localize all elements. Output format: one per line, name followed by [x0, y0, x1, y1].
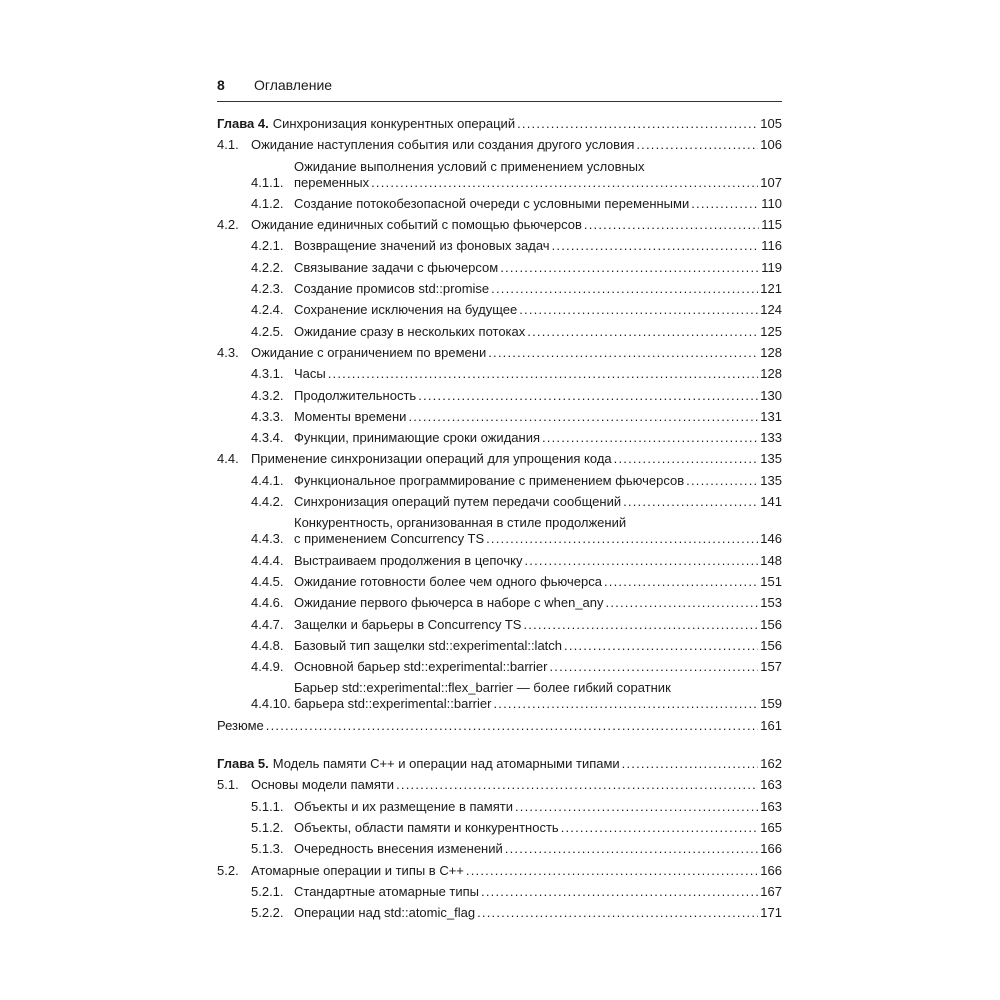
toc-entry — [217, 799, 782, 815]
page-ref: 153 — [760, 595, 782, 611]
toc-entry-body — [251, 777, 782, 793]
section-number: 4.2.3. — [251, 281, 284, 297]
page-ref: 163 — [760, 777, 782, 793]
toc-entry-body — [294, 515, 782, 547]
toc-entry — [217, 905, 782, 921]
toc-entry — [217, 260, 782, 276]
toc-entry-body — [273, 756, 782, 772]
dot-leader — [486, 531, 758, 547]
dot-leader — [561, 820, 759, 836]
section-title: Защелки и барьеры в Concurrency TS — [294, 616, 522, 632]
toc-entry — [217, 324, 782, 340]
dot-leader — [564, 638, 758, 654]
page-ref: 115 — [761, 217, 782, 233]
page-ref: 124 — [760, 302, 782, 318]
section-title: Конкурентность, организованная в стиле продолжений — [294, 515, 627, 531]
toc-entry — [217, 281, 782, 297]
section-number: 5.1.1. — [251, 798, 284, 814]
wrapped-title — [294, 680, 782, 712]
dot-leader — [686, 473, 758, 489]
page-number: 8 — [217, 77, 225, 93]
toc-entry-body — [294, 884, 782, 900]
page-ref: 141 — [760, 494, 782, 510]
section-number: 4.3.2. — [251, 387, 284, 403]
page-ref: 166 — [760, 862, 782, 878]
section-number: 4.4.3. — [251, 531, 284, 547]
toc-entry — [217, 238, 782, 254]
toc-entry — [217, 574, 782, 590]
dot-leader — [491, 281, 758, 297]
dot-leader — [552, 238, 760, 254]
toc-entry — [217, 863, 782, 879]
toc-entry-body — [294, 905, 782, 921]
toc-entry — [217, 451, 782, 467]
section-number: 4.1. — [217, 137, 239, 153]
toc-entry — [217, 196, 782, 212]
dot-leader — [549, 659, 758, 675]
table-of-contents — [217, 116, 782, 926]
section-title: Моменты времени — [294, 408, 407, 424]
page-ref: 110 — [761, 195, 782, 211]
toc-entry-body — [251, 863, 782, 879]
dot-leader — [481, 884, 758, 900]
dot-leader — [542, 430, 758, 446]
page-ref: 119 — [761, 259, 782, 275]
section-title: Ожидание выполнения условий с применением условных — [294, 158, 645, 174]
toc-entry-body — [251, 345, 782, 361]
toc-entry — [217, 388, 782, 404]
section-title-continued: барьера std::experimental::barrier — [294, 696, 492, 712]
section-title: Атомарные операции и типы в C++ — [251, 862, 464, 878]
section-number: 4.4. — [217, 451, 239, 467]
section-title: Основной барьер std::experimental::barrier — [294, 659, 548, 675]
toc-entry — [217, 515, 782, 547]
section-title: Основы модели памяти — [251, 777, 395, 793]
dot-leader — [623, 494, 758, 510]
toc-entry — [217, 409, 782, 425]
toc-entry — [217, 841, 782, 857]
toc-entry-body — [294, 574, 782, 590]
page-ref: 135 — [760, 472, 782, 488]
dot-leader — [517, 116, 758, 132]
toc-entry-body — [294, 680, 782, 712]
section-number: 4.3. — [217, 344, 239, 360]
page-ref: 165 — [760, 819, 782, 835]
toc-entry-body — [294, 595, 782, 611]
page-ref: 166 — [760, 841, 782, 857]
section-number: 4.2.2. — [251, 259, 284, 275]
page-ref: 163 — [760, 798, 782, 814]
toc-entry — [217, 820, 782, 836]
section-title: Применение синхронизации операций для упрощения кода — [251, 451, 612, 467]
section-number: 4.3.4. — [251, 430, 284, 446]
dot-leader — [505, 841, 759, 857]
page-ref: 161 — [760, 717, 782, 733]
page-ref: 130 — [760, 387, 782, 403]
section-number: 4.1.2. — [251, 195, 284, 211]
toc-entry — [217, 302, 782, 318]
dot-leader — [477, 905, 758, 921]
chapter-gap — [217, 739, 782, 756]
section-title: Создание промисов std::promise — [294, 281, 490, 297]
toc-entry-body — [294, 494, 782, 510]
section-number: 4.3.1. — [251, 366, 284, 382]
section-title: Сохранение исключения на будущее — [294, 302, 518, 318]
page-ref: 171 — [760, 905, 782, 921]
toc-entry-body — [294, 159, 782, 191]
section-number: 4.4.9. — [251, 659, 284, 675]
toc-entry-body — [294, 302, 782, 318]
page-ref: 128 — [760, 344, 782, 360]
section-title: Ожидание сразу в нескольких потоках — [294, 323, 526, 339]
section-number: 4.4.4. — [251, 552, 284, 568]
dot-leader — [606, 595, 759, 611]
toc-entry — [217, 718, 782, 734]
page-ref: 167 — [760, 883, 782, 899]
header-rule — [217, 101, 782, 102]
chapter-title: Синхронизация конкурентных операций — [272, 116, 516, 131]
section-number: 4.2.1. — [251, 238, 284, 254]
toc-chapter-entry — [217, 756, 782, 772]
toc-entry — [217, 617, 782, 633]
toc-entry-body — [294, 799, 782, 815]
section-title-continued-row — [294, 531, 782, 547]
dot-leader — [519, 302, 758, 318]
page-ref: 162 — [760, 756, 782, 772]
chapter-title: Модель памяти C++ и операции над атомарными типами — [272, 756, 620, 772]
toc-entry-body — [294, 324, 782, 340]
page-ref: 156 — [760, 637, 782, 653]
toc-entry-body — [294, 260, 782, 276]
toc-entry — [217, 345, 782, 361]
toc-entry-body — [294, 388, 782, 404]
section-title: Объекты, области памяти и конкурентность — [294, 819, 559, 835]
toc-entry-body — [251, 217, 782, 233]
page-ref: 106 — [760, 137, 782, 153]
toc-entry-body — [294, 638, 782, 654]
toc-entry — [217, 159, 782, 191]
section-number: 4.4.6. — [251, 595, 284, 611]
toc-entry-body — [294, 430, 782, 446]
toc-entry-body — [294, 238, 782, 254]
toc-entry-body — [294, 366, 782, 382]
dot-leader — [622, 756, 759, 772]
section-number: 5.2. — [217, 862, 239, 878]
toc-entry — [217, 553, 782, 569]
page-ref: 159 — [760, 696, 782, 712]
section-number: 4.2.5. — [251, 323, 284, 339]
section-title: Продолжительность — [294, 387, 417, 403]
toc-entry — [217, 217, 782, 233]
toc-entry — [217, 595, 782, 611]
section-number: 5.1. — [217, 777, 239, 793]
toc-entry-body — [294, 473, 782, 489]
dot-leader — [396, 777, 758, 793]
section-title-continued-row — [294, 175, 782, 191]
page-ref: 131 — [760, 408, 782, 424]
section-title: Выстраиваем продолжения в цепочку — [294, 552, 523, 568]
toc-entry-body — [294, 659, 782, 675]
section-number: 4.2.4. — [251, 302, 284, 318]
section-title: Операции над std::atomic_flag — [294, 905, 476, 921]
section-title-continued-row — [294, 696, 782, 712]
toc-entry-body — [294, 196, 782, 212]
section-number: 4.4.8. — [251, 637, 284, 653]
toc-entry — [217, 494, 782, 510]
page-ref: 116 — [761, 238, 782, 254]
dot-leader — [527, 324, 758, 340]
section-title-continued: с применением Concurrency TS — [294, 531, 485, 547]
page-ref: 107 — [760, 174, 782, 190]
dot-leader — [488, 345, 758, 361]
section-title: Создание потокобезопасной очереди с условными переменными — [294, 195, 690, 211]
dot-leader — [523, 617, 758, 633]
section-number: 4.4.7. — [251, 616, 284, 632]
section-title: Ожидание с ограничением по времени — [251, 344, 487, 360]
section-number: 5.1.2. — [251, 819, 284, 835]
section-title: Часы — [294, 366, 326, 382]
dot-leader — [500, 260, 759, 276]
section-title-continued: переменных — [294, 174, 370, 190]
toc-entry-body — [294, 820, 782, 836]
dot-leader — [328, 366, 759, 382]
section-number: 4.4.5. — [251, 573, 284, 589]
page-ref: 133 — [760, 430, 782, 446]
section-number: 4.4.2. — [251, 494, 284, 510]
toc-entry — [217, 137, 782, 153]
section-number: 4.4.10. — [251, 696, 291, 712]
page-ref: 135 — [760, 451, 782, 467]
section-number: 5.2.1. — [251, 883, 284, 899]
section-title: Объекты и их размещение в памяти — [294, 798, 513, 814]
toc-entry — [217, 366, 782, 382]
dot-leader — [524, 553, 758, 569]
section-title: Связывание задачи с фьючерсом — [294, 259, 499, 275]
toc-entry-body — [294, 409, 782, 425]
section-title: Ожидание первого фьючерса в наборе с when_any — [294, 595, 604, 611]
section-title: Функции, принимающие сроки ожидания — [294, 430, 540, 446]
toc-entry-body — [217, 718, 782, 734]
section-title: Функциональное программирование с применением фьючерсов — [294, 472, 685, 488]
dot-leader — [266, 718, 759, 734]
section-title: Очередность внесения изменений — [294, 841, 503, 857]
wrapped-title — [294, 159, 782, 191]
page-ref: 151 — [760, 573, 782, 589]
section-title: Ожидание наступления события или создания другого условия — [251, 137, 635, 153]
toc-entry — [217, 638, 782, 654]
page-ref: 125 — [760, 323, 782, 339]
dot-leader — [371, 175, 758, 191]
toc-chapter-entry — [217, 116, 782, 132]
toc-entry — [217, 473, 782, 489]
section-number: 5.1.3. — [251, 841, 284, 857]
dot-leader — [636, 137, 758, 153]
toc-entry — [217, 659, 782, 675]
page-ref: 121 — [760, 281, 782, 297]
toc-entry-body — [251, 451, 782, 467]
chapter-label: Глава 5. — [217, 756, 269, 772]
toc-entry-body — [294, 617, 782, 633]
section-title: Синхронизация операций путем передачи сообщений — [294, 494, 622, 510]
dot-leader — [515, 799, 758, 815]
toc-entry-body — [251, 137, 782, 153]
page-ref: 148 — [760, 552, 782, 568]
page-ref: 105 — [760, 116, 782, 131]
running-header — [217, 77, 782, 99]
running-header-title: Оглавление — [254, 77, 333, 93]
section-title: Возвращение значений из фоновых задач — [294, 238, 550, 254]
dot-leader — [408, 409, 758, 425]
toc-entry — [217, 680, 782, 712]
page-ref: 128 — [760, 366, 782, 382]
section-title: Барьер std::experimental::flex_barrier — более гибкий соратник — [294, 680, 671, 696]
dot-leader — [418, 388, 758, 404]
toc-entry — [217, 777, 782, 793]
toc-entry-body — [294, 553, 782, 569]
section-title: Базовый тип защелки std::experimental::latch — [294, 637, 563, 653]
section-number: 5.2.2. — [251, 905, 284, 921]
dot-leader — [691, 196, 759, 212]
section-title: Резюме — [217, 717, 264, 733]
section-title: Стандартные атомарные типы — [294, 883, 480, 899]
dot-leader — [584, 217, 759, 233]
toc-entry-body — [294, 841, 782, 857]
section-title: Ожидание единичных событий с помощью фьючерсов — [251, 217, 582, 233]
dot-leader — [614, 451, 759, 467]
dot-leader — [466, 863, 758, 879]
section-number: 4.4.1. — [251, 472, 284, 488]
section-title: Ожидание готовности более чем одного фьючерса — [294, 573, 602, 589]
section-number: 4.1.1. — [251, 174, 284, 190]
dot-leader — [604, 574, 758, 590]
section-number: 4.3.3. — [251, 408, 284, 424]
toc-entry-body — [273, 116, 782, 132]
page-ref: 156 — [760, 616, 782, 632]
page-ref: 146 — [760, 531, 782, 547]
toc-entry-body — [294, 281, 782, 297]
section-number: 4.2. — [217, 217, 239, 233]
dot-leader — [493, 696, 758, 712]
toc-entry — [217, 884, 782, 900]
chapter-label: Глава 4. — [217, 116, 269, 131]
wrapped-title — [294, 515, 782, 547]
toc-entry — [217, 430, 782, 446]
page-ref: 157 — [760, 659, 782, 675]
